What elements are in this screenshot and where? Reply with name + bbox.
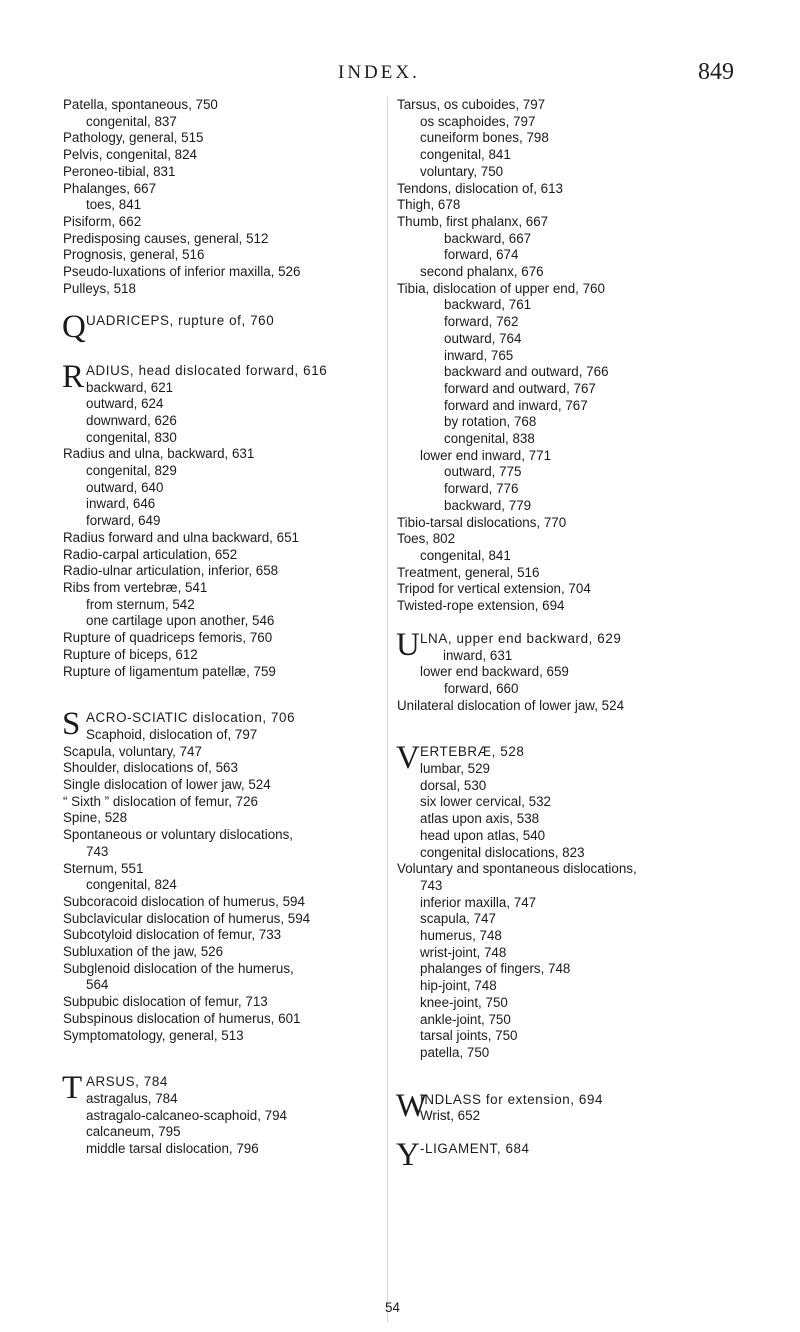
- index-entry: Radio-carpal articulation, 652: [63, 546, 238, 562]
- index-entry: Pseudo-luxations of inferior maxilla, 526: [63, 264, 301, 280]
- index-entry: Phalanges, 667: [63, 180, 157, 196]
- index-subentry: second phalanx, 676: [420, 264, 544, 280]
- index-entry: “ Sixth ” dislocation of femur, 726: [63, 793, 259, 809]
- drop-cap: S: [62, 706, 81, 743]
- index-subentry: congenital, 841: [420, 147, 511, 163]
- section-t: [62, 1070, 383, 1107]
- index-entry: Radius and ulna, backward, 631: [63, 446, 255, 462]
- index-entry: Shoulder, dislocations of, 563: [63, 760, 238, 776]
- index-subentry: middle tarsal dislocation, 796: [86, 1141, 259, 1157]
- index-subentry: cuneiform bones, 798: [420, 130, 549, 146]
- index-subentry: congenital, 838: [444, 431, 535, 447]
- index-entry: Wrist, 652: [420, 1108, 481, 1124]
- index-entry: Pelvis, congenital, 824: [63, 147, 197, 163]
- index-entry-continuation: 743: [86, 843, 109, 859]
- index-subentry: inward, 646: [86, 496, 156, 512]
- index-subentry: phalanges of fingers, 748: [420, 961, 571, 977]
- page-title: INDEX.: [338, 62, 420, 83]
- index-subentry: hip-joint, 748: [420, 978, 497, 994]
- index-subentry: lower end backward, 659: [420, 664, 569, 680]
- section-heading-entry: ADIUS, head dislocated forward, 616: [86, 362, 328, 378]
- index-subentry: voluntary, 750: [420, 163, 504, 179]
- drop-cap: V: [396, 740, 420, 777]
- index-subentry: calcaneum, 795: [86, 1124, 181, 1140]
- index-entry: Pulleys, 518: [63, 280, 136, 296]
- section-r: [62, 358, 383, 396]
- index-entry: Radius forward and ulna backward, 651: [63, 529, 299, 545]
- index-entry: Thumb, first phalanx, 667: [397, 213, 549, 229]
- index-entry: Ribs from vertebræ, 541: [63, 579, 208, 595]
- index-subentry: tarsal joints, 750: [420, 1028, 518, 1044]
- section-q: [62, 309, 383, 346]
- index-subentry: forward and outward, 767: [444, 380, 596, 396]
- section-u: [396, 626, 742, 664]
- section-w: [396, 1087, 742, 1125]
- section-heading-entry: ARSUS, 784: [86, 1074, 168, 1090]
- index-subentry: congenital, 837: [86, 113, 177, 129]
- index-entry: Subclavicular dislocation of humerus, 594: [63, 910, 311, 926]
- drop-cap: R: [62, 358, 85, 395]
- index-subentry: inward, 631: [443, 647, 513, 663]
- index-entry: Spine, 528: [63, 810, 128, 826]
- index-entry: Subluxation of the jaw, 526: [63, 944, 224, 960]
- index-subentry: downward, 626: [86, 412, 177, 428]
- index-subentry: by rotation, 768: [444, 414, 537, 430]
- index-entry: Peroneo-tibial, 831: [63, 163, 176, 179]
- index-entry: Sternum, 551: [63, 860, 144, 876]
- index-subentry: ankle-joint, 750: [420, 1011, 511, 1027]
- index-subentry: congenital, 841: [420, 547, 511, 563]
- index-entry: Prognosis, general, 516: [63, 247, 205, 263]
- drop-cap: W: [396, 1087, 428, 1124]
- index-subentry: patella, 750: [420, 1044, 490, 1060]
- index-entry: Unilateral dislocation of lower jaw, 524: [397, 697, 625, 713]
- index-subentry: outward, 764: [444, 330, 522, 346]
- index-entry: Thigh, 678: [397, 197, 461, 213]
- index-subentry: wrist-joint, 748: [420, 944, 507, 960]
- index-entry: Rupture of biceps, 612: [63, 646, 198, 662]
- section-y: [396, 1137, 742, 1174]
- index-subentry: backward and outward, 766: [444, 364, 609, 380]
- index-subentry: forward, 762: [444, 314, 519, 330]
- index-subentry: os scaphoides, 797: [420, 113, 536, 129]
- index-entry: Treatment, general, 516: [397, 564, 540, 580]
- section-heading-entry: LNA, upper end backward, 629: [420, 630, 622, 646]
- index-entry: Symptomatology, general, 513: [63, 1027, 244, 1043]
- index-subentry: dorsal, 530: [420, 777, 487, 793]
- index-entry: Subspinous dislocation of humerus, 601: [63, 1010, 301, 1026]
- index-entry: Rupture of quadriceps femoris, 760: [63, 630, 273, 646]
- index-subentry: congenital dislocations, 823: [420, 844, 585, 860]
- section-v: [396, 740, 742, 777]
- index-entry: Tripod for vertical extension, 704: [397, 581, 591, 597]
- index-subentry: astragalus, 784: [86, 1090, 178, 1106]
- index-subentry: outward, 775: [444, 464, 522, 480]
- column-divider: [387, 97, 388, 1322]
- index-subentry: forward and inward, 767: [444, 397, 588, 413]
- index-entry: Tibio-tarsal dislocations, 770: [397, 514, 567, 530]
- index-entry: Subcoracoid dislocation of humerus, 594: [63, 893, 305, 909]
- index-subentry: backward, 667: [444, 230, 532, 246]
- running-head: [0, 59, 800, 92]
- index-subentry: knee-joint, 750: [420, 994, 508, 1010]
- index-entry: Pathology, general, 515: [63, 130, 204, 146]
- index-subentry: six lower cervical, 532: [420, 794, 551, 810]
- drop-cap: T: [62, 1070, 83, 1107]
- index-subentry: from sternum, 542: [86, 596, 195, 612]
- index-subentry: humerus, 748: [420, 928, 502, 944]
- index-column-right: [396, 97, 742, 1174]
- index-subentry: head upon atlas, 540: [420, 827, 546, 843]
- section-heading-entry: ACRO-SCIATIC dislocation, 706: [86, 710, 296, 726]
- drop-cap: Q: [62, 309, 86, 346]
- index-entry: Tarsus, os cuboides, 797: [397, 97, 546, 112]
- drop-cap: Y: [396, 1137, 420, 1174]
- index-entry: Spontaneous or voluntary dislocations,: [63, 827, 294, 843]
- index-subentry: backward, 779: [444, 497, 532, 513]
- index-entry: Predisposing causes, general, 512: [63, 230, 269, 246]
- index-entry-continuation: 743: [420, 877, 443, 893]
- index-subentry: forward, 674: [444, 247, 519, 263]
- index-subentry: one cartilage upon another, 546: [86, 613, 275, 629]
- section-heading-entry: -LIGAMENT, 684: [420, 1141, 530, 1157]
- index-entry: Patella, spontaneous, 750: [63, 97, 218, 112]
- index-entry: Scaphoid, dislocation of, 797: [86, 726, 258, 742]
- page-number: 849: [698, 59, 734, 85]
- index-subentry: congenital, 830: [86, 429, 177, 445]
- index-entry: Rupture of ligamentum patellæ, 759: [63, 663, 276, 679]
- index-subentry: atlas upon axis, 538: [420, 811, 540, 827]
- index-entry-continuation: 564: [86, 977, 109, 993]
- index-subentry: outward, 624: [86, 396, 164, 412]
- section-heading-entry: ERTEBRÆ, 528: [420, 744, 525, 760]
- index-subentry: scapula, 747: [420, 911, 496, 927]
- index-entry: Subcotyloid dislocation of femur, 733: [63, 927, 282, 943]
- index-subentry: congenital, 824: [86, 877, 177, 893]
- index-subentry: forward, 649: [86, 513, 161, 529]
- index-subentry: inward, 765: [444, 347, 514, 363]
- index-subentry: congenital, 829: [86, 463, 177, 479]
- index-subentry: astragalo-calcaneo-scaphoid, 794: [86, 1107, 287, 1123]
- index-entry: Radio-ulnar articulation, inferior, 658: [63, 563, 279, 579]
- index-entry: Subglenoid dislocation of the humerus,: [63, 960, 294, 976]
- signature-mark: 54: [385, 1300, 400, 1315]
- index-entry: Tendons, dislocation of, 613: [397, 180, 564, 196]
- index-entry: Tibia, dislocation of upper end, 760: [397, 280, 605, 296]
- index-entry: Voluntary and spontaneous dislocations,: [397, 861, 637, 877]
- index-subentry: forward, 776: [444, 481, 519, 497]
- index-column-left: [63, 97, 383, 1158]
- index-subentry: outward, 640: [86, 479, 164, 495]
- section-heading-entry: INDLASS for extension, 694: [420, 1091, 604, 1107]
- index-subentry: toes, 841: [86, 197, 142, 213]
- index-entry: Twisted-rope extension, 694: [397, 598, 565, 614]
- index-subentry: inferior maxilla, 747: [420, 894, 537, 910]
- index-subentry: lumbar, 529: [420, 761, 490, 777]
- index-entry: Single dislocation of lower jaw, 524: [63, 777, 271, 793]
- section-heading-entry: UADRICEPS, rupture of, 760: [86, 313, 275, 329]
- index-subentry: forward, 660: [444, 680, 519, 696]
- index-subentry: lower end inward, 771: [420, 447, 552, 463]
- index-subentry: backward, 621: [86, 379, 174, 395]
- index-entry: Scapula, voluntary, 747: [63, 743, 202, 759]
- index-subentry: backward, 761: [444, 297, 532, 313]
- drop-cap: U: [396, 626, 420, 663]
- section-s: [62, 706, 383, 743]
- index-entry: Subpubic dislocation of femur, 713: [63, 994, 268, 1010]
- index-entry: Pisiform, 662: [63, 213, 142, 229]
- index-entry: Toes, 802: [397, 531, 456, 547]
